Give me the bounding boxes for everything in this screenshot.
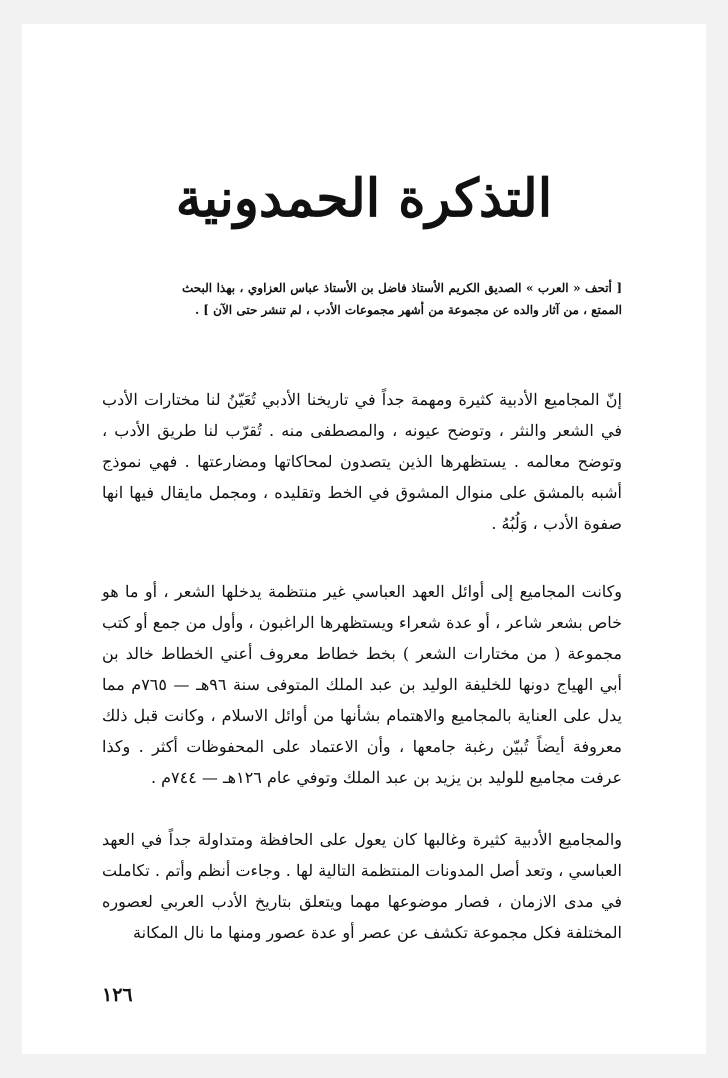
page-number: ١٢٦ — [102, 984, 133, 1006]
book-page — [22, 24, 706, 1054]
page-title: التذكرة الحمدونية — [175, 168, 553, 229]
paragraph-2: وكانت المجاميع إلى أوائل العهد العباسي غير منتظمة يدخلها الشعر ، أو ما هو خاص بشعر شاعر ، أو عدة شعراء ويستظهرها الراغبون ، وأول من جمع أو كتب مجموعة ( من مختارات الشعر ) بخط خطاط معروف أعني الخطاط خالد بن أبي الهياج دونها للخليفة الوليد بن عبد الملك المتوفى سنة ٩٦هـ — ٧٦٥م مما يدل على العناية بالمجاميع والاهتمام بشأنها من أوائل الاسلام ، وكانت قبل ذلك معروفة أيضاً تُبيّن رغبة جامعها ، وأن الاعتماد على المحفوظات أكثر . وكذا عرفت مجاميع للوليد بن يزيد بن عبد الملك وتوفي عام ١٢٦هـ — ٧٤٤م . — [102, 582, 623, 787]
editor-note: [ أتحف « العرب » الصديق الكريم الأستاذ فاضل بن الأستاذ عباس العزاوي ، بهذا البحث الممتع ، من آثار والده عن مجموعة من أشهر مجموعات الأدب ، لم تنشر حتى الآن ] . — [182, 281, 622, 317]
paragraph-1: إنّ المجاميع الأدبية كثيرة ومهمة جداً في تاريخنا الأدبي تُعَيّنُ لنا مختارات الأدب في الشعر والنثر ، وتوضح عيونه ، والمصطفى منه . تُقرّب لنا طريق الأدب ، وتوضح معالمه . يستظهرها الذين يتصدون لمحاكاتها ومضارعتها . فهي نموذج أشبه بالمشق على منوال المشوق في الخط وتقليده ، ومجمل مايقال فيها انها صفوة الأدب ، وَلُبُهُ . — [102, 390, 622, 533]
paragraph-3: والمجاميع الأدبية كثيرة وغالبها كان يعول على الحافظة ومتداولة جداً في العهد العباسي ، وتعد أصل المدونات المنتظمة التالية لها . وجاءت أنظم وأتم . تكاملت في مدى الازمان ، فصار موضوعها مهما ويتعلق بتاريخ الأدب العربي لعصوره المختلفة فكل مجموعة تكشف عن عصر أو عدة عصور ومنها ما نال المكانة — [102, 830, 622, 942]
